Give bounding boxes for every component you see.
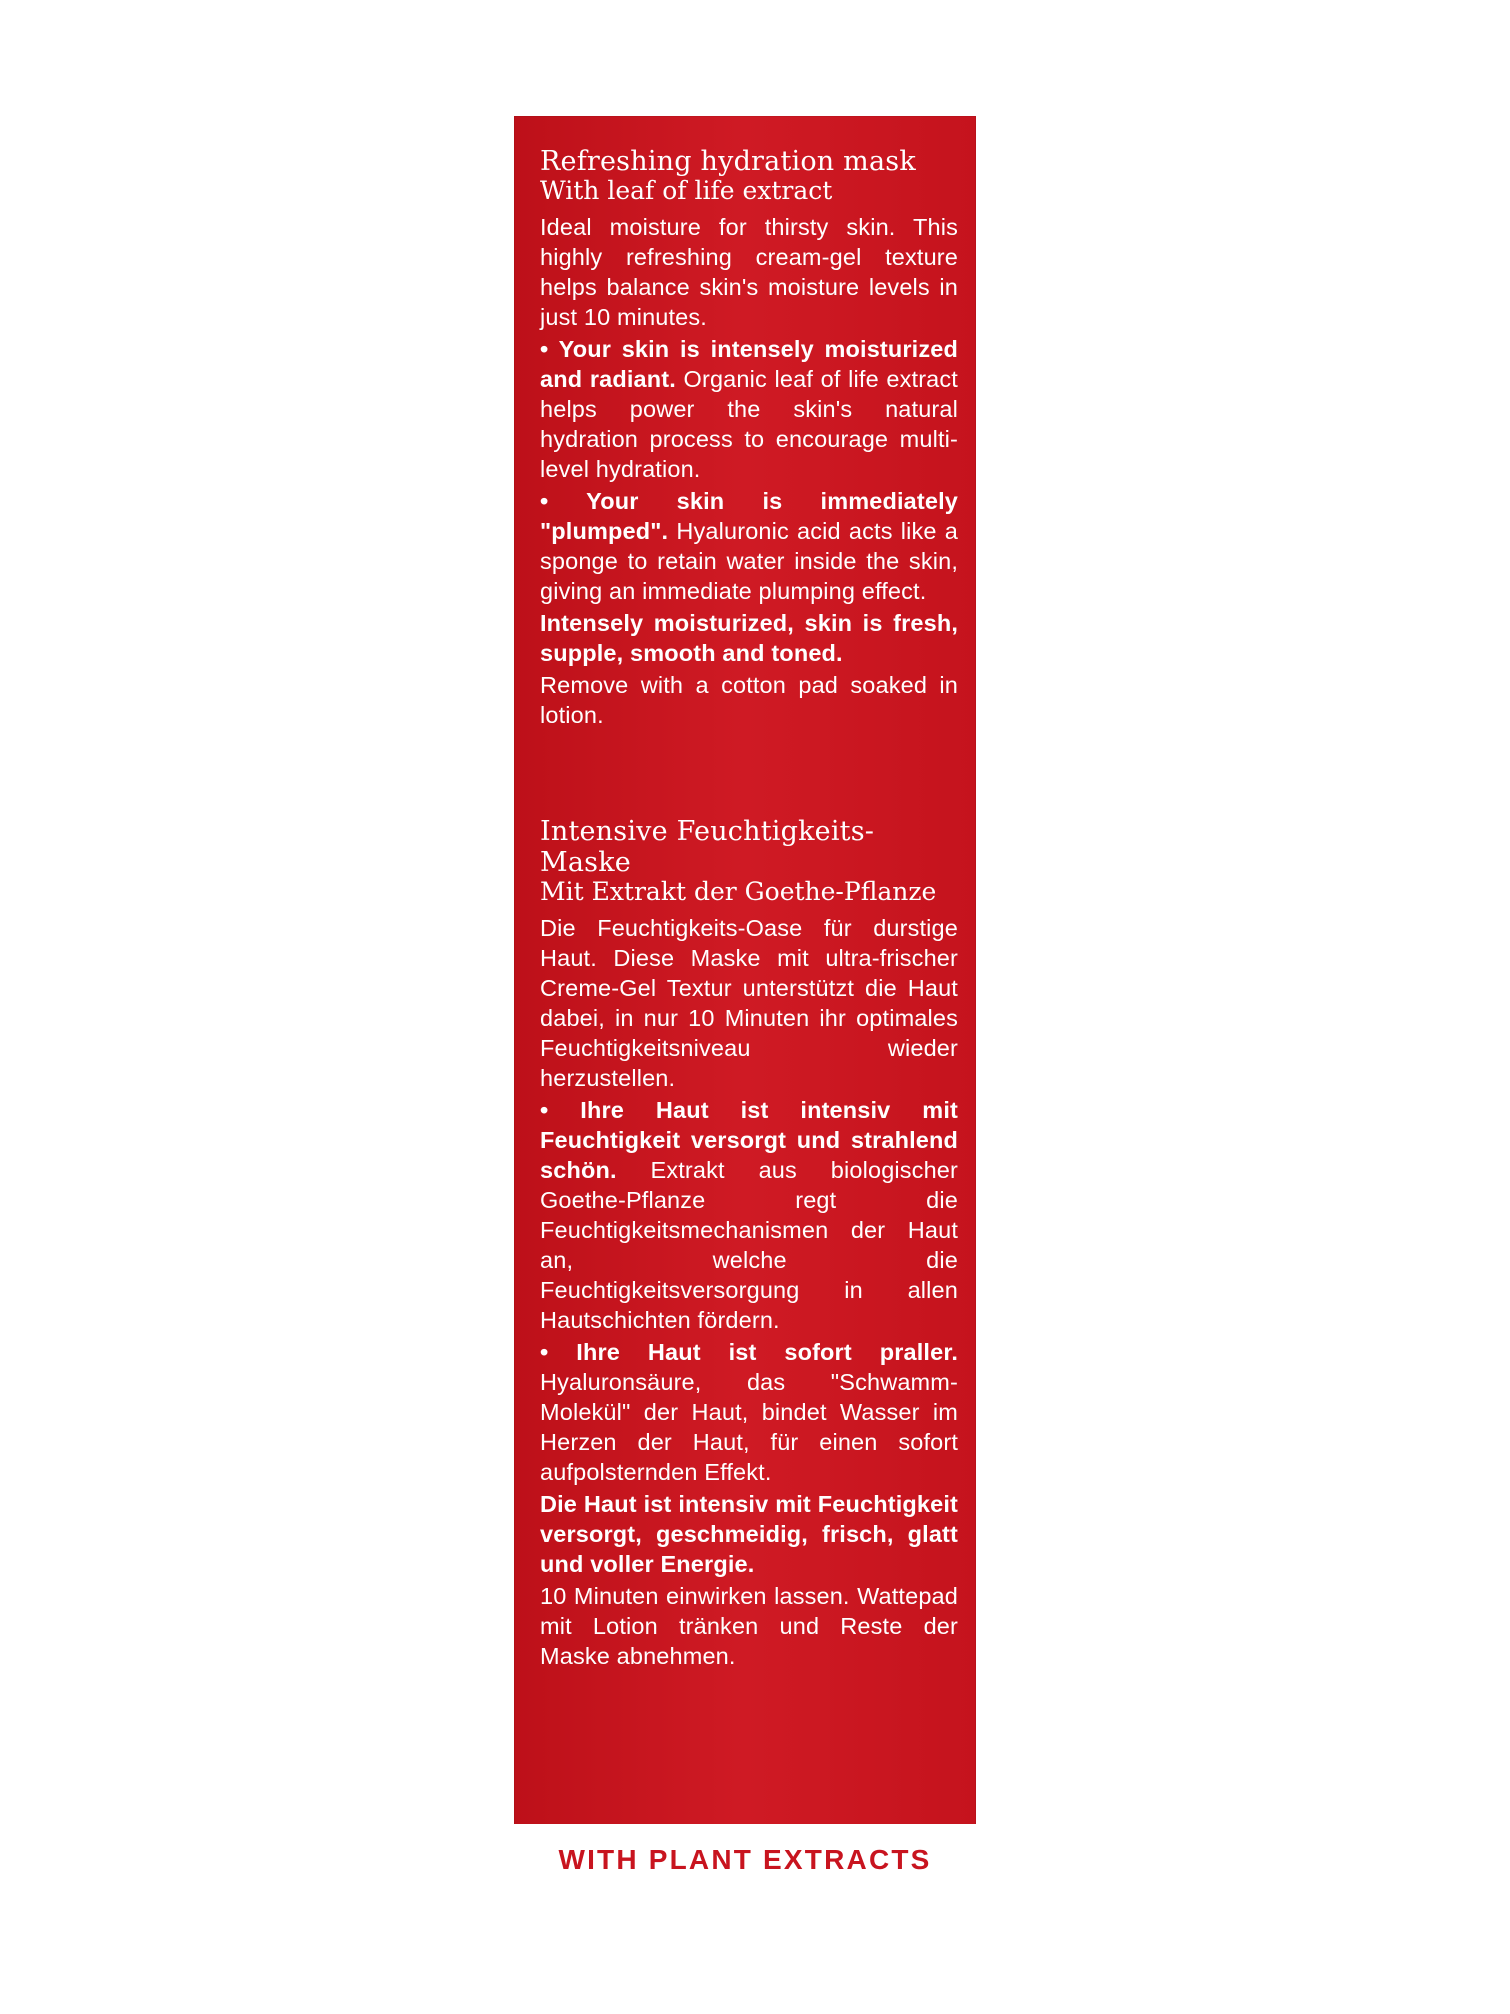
english-subtitle: With leaf of life extract [540,176,833,206]
english-bullet-2 [540,486,958,606]
english-title: Refreshing hydration mask [540,146,916,177]
product-box-panel [514,116,976,1896]
german-bullet-2 [540,1337,958,1487]
english-section [540,146,958,732]
english-usage: Remove with a cotton pad soaked in lotion. [540,671,958,728]
german-usage: 10 Minuten einwirken lassen. Wattepad mit Lotion tränken und Reste der Maske abnehmen. [540,1582,958,1669]
german-bullet-2-text: Hyaluronsäure, das "Schwamm-Molekül" der Haut, bindet Wasser im Herzen der Haut, für einen sofort aufpolsternden Effekt. [540,1368,958,1485]
english-bullet-2-text: Hyaluronic acid acts like a sponge to retain water inside the skin, giving an immediate plumping effect. [540,517,958,604]
german-title: Intensive Feuchtigkeits-Maske [540,816,875,879]
german-intro: Die Feuchtigkeits-Oase für durstige Haut. Diese Maske mit ultra-frischer Creme-Gel Textur unterstützt die Haut dabei, in nur 10 Minuten ihr optimales Feuchtigkeitsniveau wieder herzustellen. [540,914,958,1091]
german-result-bold: Die Haut ist intensiv mit Feuchtigkeit versorgt, geschmeidig, frisch, glatt und voller Energie. [540,1490,958,1577]
english-intro: Ideal moisture for thirsty skin. This highly refreshing cream-gel texture helps balance skin's moisture levels in just 10 minutes. [540,213,958,330]
footer-strip [514,1824,976,1896]
german-bullet-2-bold: • Ihre Haut ist sofort praller. [540,1338,958,1365]
german-bullet-1-text: Extrakt aus biologischer Goethe-Pflanze regt die Feuchtigkeitsmechanismen der Haut an, welche die Feuchtigkeitsversorgung in allen Hautschichten fördern. [540,1156,958,1333]
english-bullet-1 [540,334,958,484]
plant-extracts-label: WITH PLANT EXTRACTS [558,1844,932,1875]
german-bullet-1-bold: • Ihre Haut ist intensiv mit Feuchtigkeit versorgt und strahlend schön. [540,1096,958,1183]
english-bullet-1-text: Organic leaf of life extract helps power the skin's natural hydration process to encourage multi-level hydration. [540,365,958,482]
german-subtitle: Mit Extrakt der Goethe-Pflanze [540,877,937,907]
german-result [540,1489,958,1579]
english-result [540,608,958,668]
german-bullet-1 [540,1095,958,1335]
german-section [540,816,958,1673]
english-bullet-2-bold: • Your skin is immediately "plumped". [540,487,958,544]
english-result-bold: Intensely moisturized, skin is fresh, supple, smooth and toned. [540,609,958,666]
english-bullet-1-bold: • Your skin is intensely moisturized and radiant. [540,335,958,392]
